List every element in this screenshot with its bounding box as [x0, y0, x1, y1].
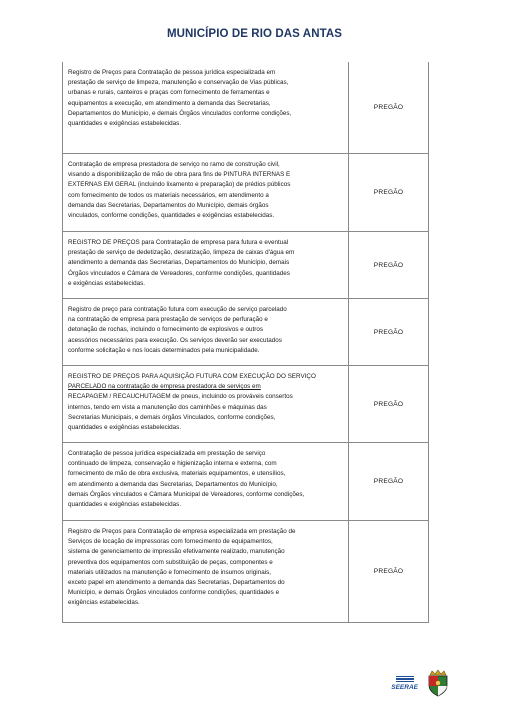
table-row	[63, 299, 428, 366]
row-description	[63, 521, 349, 622]
page-title: MUNICÍPIO DE RIO DAS ANTAS	[166, 28, 343, 40]
table-row	[63, 154, 428, 232]
row-description	[63, 443, 349, 520]
description-line: Departamentos do Município, e demais Órgãos vinculados conforme condições,	[68, 109, 292, 117]
description-line: visando a disponibilização de mão de obra para fins de PINTURA INTERNAS E	[68, 171, 291, 179]
description-line: Serviços de locação de impressoras com fornecimento de equipamentos,	[68, 538, 273, 546]
row-modality: PREGÃO	[373, 568, 404, 575]
description-line: vinculados, conforme condições, quantidades e exigências estabelecidas.	[68, 212, 275, 220]
description-line: REGISTRO DE PREÇOS para Contratação de empresa para futura e eventual	[68, 239, 289, 246]
description-line: REGISTRO DE PREÇOS PARA AQUISIÇÃO FUTURA COM EXECUÇÃO DO SERVIÇO	[68, 373, 316, 380]
description-line: fornecimento de mão de obra exclusiva, materiais equipamentos, e utensílios,	[68, 470, 286, 478]
description-line: RECAPAGEM / RECAUCHUTAGEM de pneus, incluindo os prováveis consertos	[68, 393, 293, 401]
description-line: demanda das Secretarias, Departamentos do Município, demais órgãos	[68, 201, 269, 209]
row-modality: PREGÃO	[373, 104, 404, 111]
description-line: PARCELADO na contratação de empresa prestadora de serviços em	[68, 383, 261, 391]
row-description	[63, 154, 349, 231]
table-row	[63, 443, 428, 521]
municipal-coat-of-arms-icon	[426, 669, 450, 697]
description-line: com fornecimento de todos os materiais necessários, em atendimento a	[68, 191, 269, 199]
description-line: Contratação de empresa prestadora de serviço no ramo de construção civil,	[68, 161, 280, 168]
description-line: acessórios necessários para execução. Os serviços deverão ser executados	[68, 336, 282, 344]
description-line: Município, e demais Órgãos vinculados conforme condições, quantidades e	[68, 589, 280, 597]
row-modality: PREGÃO	[373, 189, 404, 196]
seerae-logo	[391, 676, 418, 691]
description-line: Registro de Preços para Contratação de pessoa jurídica especializada em	[68, 69, 276, 76]
description-line: sistema de gerenciamento de impressão efetivamente realizado, manutenção	[68, 548, 285, 556]
description-line: continuado de limpeza, conservação e higienização interna e externa, com	[68, 460, 277, 468]
procurement-table	[62, 62, 429, 623]
table-row	[63, 232, 428, 299]
row-description	[63, 366, 349, 442]
description-line: internos, tendo em vista a manutenção dos caminhões e máquinas das	[68, 403, 267, 411]
table-row	[63, 521, 428, 623]
row-modality: PREGÃO	[373, 400, 404, 408]
row-modality: PREGÃO	[373, 328, 404, 336]
seerae-stripes-icon	[396, 676, 414, 683]
description-line: na contratação de empresa para prestação de serviços de perfuração e	[68, 316, 268, 324]
row-description	[63, 299, 349, 365]
description-line: em atendimento a demanda das Secretarias, Departamentos do Município,	[68, 480, 278, 488]
description-line: preventiva dos equipamentos com substituição de peças, componentes e	[68, 558, 273, 566]
row-description	[63, 232, 349, 298]
table-row	[63, 366, 428, 443]
row-modality: PREGÃO	[373, 478, 404, 485]
description-line: EXTERNAS EM GERAL (incluindo lixamento e preparação) de prédios públicos	[68, 181, 291, 189]
description-line: Secretarias Municipais, e demais órgãos Vinculados, conforme condições,	[68, 413, 276, 421]
description-line: quantidades e exigências estabelecidas.	[68, 424, 182, 432]
description-line: atendimento a demanda das Secretarias, Departamentos do Município, demais	[68, 259, 290, 267]
description-line: detonação de rochas, incluindo o fornecimento de explosivos e outros	[68, 326, 263, 334]
description-line: prestação de serviço de dedetização, desratização, limpeza de caixas d'água em	[68, 249, 295, 257]
description-line: e exigências estabelecidas.	[68, 279, 146, 287]
description-line: Contratação de pessoa jurídica especializada em prestação de serviço	[68, 450, 266, 457]
description-line: materiais utilizados na manutenção e fornecimento de insumos originais,	[68, 568, 272, 576]
description-line: quantidades e exigências estabelecidas.	[68, 120, 182, 128]
row-modality: PREGÃO	[373, 261, 404, 269]
description-line: Registro de preço para contratação futura com execução de serviço parcelado	[68, 306, 287, 313]
footer-logos	[370, 668, 450, 698]
description-line: prestação de serviço de limpeza, manutenção e conservação de Vias públicas,	[68, 79, 289, 87]
seerae-logo-text: SEERAE	[391, 683, 418, 691]
row-description	[63, 62, 349, 153]
description-line: quantidades e exigências estabelecidas.	[68, 501, 182, 509]
description-line: exigências estabelecidas.	[68, 599, 140, 607]
description-line: conforme solicitação e nos locais determinados pela municipalidade.	[68, 346, 260, 354]
description-line: urbanas e rurais, canteiros e praças com fornecimento de ferramentas e	[68, 89, 270, 97]
description-line: Órgãos vinculados e Câmara de Vereadores, conforme condições, quantidades	[68, 269, 290, 277]
description-line: demais Órgãos vinculados e Câmara Municipal de Vereadores, conforme condições,	[68, 490, 305, 498]
description-line: Registro de Preços para Contratação de empresa especializada em prestação de	[68, 528, 296, 535]
table-row	[63, 62, 428, 154]
description-line: equipamentos a execução, em atendimento a demanda das Secretarias,	[68, 99, 271, 107]
description-line: exceto papel em atendimento a demanda das Secretarias, Departamentos do	[68, 579, 285, 587]
